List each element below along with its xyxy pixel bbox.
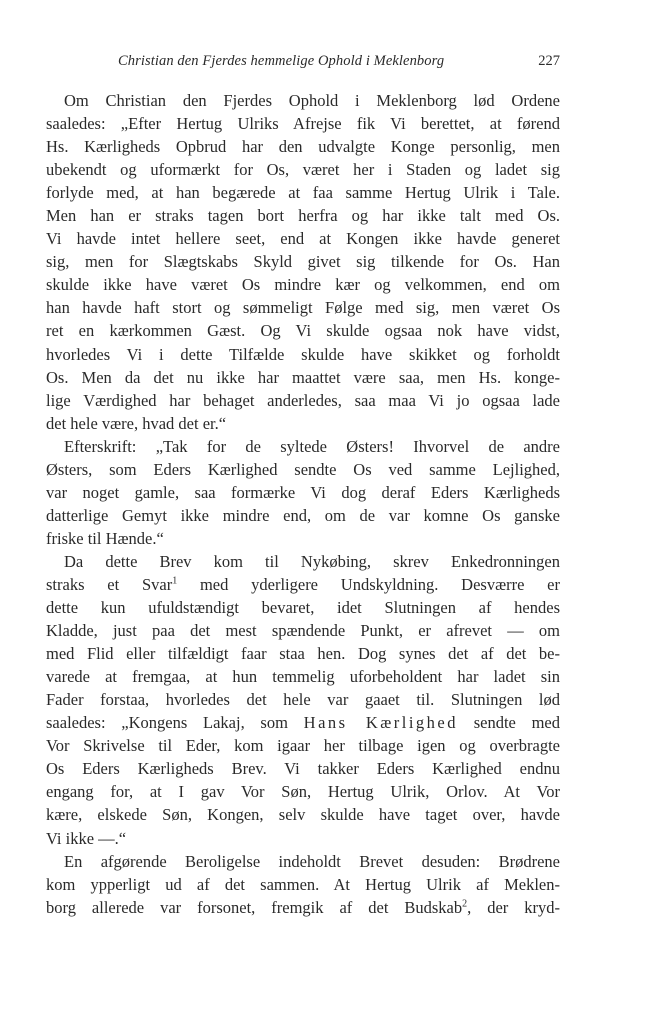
page-number: 227 bbox=[538, 53, 560, 69]
text-line: kom ypperligt ud af det sammen. At Hertug Ulrik af Meklen- bbox=[46, 874, 560, 894]
text-line: engang for, at I gav Vor Søn, Hertug Ulrik, Orlov. At Vor bbox=[46, 782, 560, 802]
text-segment: saaledes: „Kongens Lakaj, som bbox=[46, 713, 304, 733]
text-line: Vi havde intet hellere seet, end at Kongen ikke havde generet bbox=[46, 229, 560, 249]
text-line: saaledes: „Efter Hertug Ulriks Afrejse fik Vi berettet, at førend bbox=[46, 114, 560, 134]
footnote-marker: 2 bbox=[462, 898, 468, 910]
text-segment: Da dette Brev kom til Nykøbing, skrev Enkedronningen bbox=[64, 551, 560, 571]
text-line: ubekendt og uformærkt for Os, været her i Staden og ladet sig bbox=[46, 160, 560, 180]
text-line: Os. Men da det nu ikke har maattet være saa, men Hs. konge- bbox=[46, 367, 560, 387]
text-line: Om Christian den Fjerdes Ophold i Meklenborg lød Ordene bbox=[64, 91, 560, 110]
text-line: forlyde med, at han begærede at faa samme Hertug Ulrik i Tale. bbox=[46, 183, 560, 203]
text-line: lige Værdighed har behaget anderledes, saa maa Vi jo ogsaa lade bbox=[46, 390, 560, 410]
text-line: han havde haft stort og sømmeligt Følge med sig, men været Os bbox=[46, 298, 560, 318]
spaced-text: Hans Kærlighed bbox=[303, 713, 458, 733]
text-segment: , der kryd- bbox=[467, 897, 561, 917]
text-segment: sendte med bbox=[457, 713, 561, 733]
text-line: ret en kærkommen Gæst. Og Vi skulde ogsaa nok have vidst, bbox=[46, 321, 560, 341]
text-line: Os Eders Kærligheds Brev. Vi takker Eders Kærlighed endnu bbox=[46, 759, 560, 779]
text-line: Hs. Kærligheds Opbrud har den udvalgte Konge personlig, men bbox=[46, 137, 560, 157]
text-line: Men han er straks tagen bort herfra og har ikke talt med Os. bbox=[46, 206, 560, 226]
text-segment: med yderligere Undskyldning. Desværre er bbox=[177, 574, 560, 594]
text-line bbox=[46, 573, 560, 596]
paragraph-2 bbox=[46, 435, 560, 550]
text-line: datterlige Gemyt ikke mindre end, om de var komne Os ganske bbox=[46, 505, 560, 525]
text-line bbox=[46, 550, 560, 573]
text-line: Vor Skrivelse til Eder, kom igaar her tilbage igen og overbragte bbox=[46, 736, 560, 756]
text-line: dette kun ufuldstændigt bevaret, idet Slutningen af hendes bbox=[46, 598, 560, 618]
text-line: kære, elskede Søn, Kongen, selv skulde have taget over, havde bbox=[46, 805, 560, 825]
footnote-marker: 1 bbox=[172, 575, 178, 587]
paragraph-4 bbox=[46, 850, 560, 919]
text-line: En afgørende Beroligelse indeholdt Brevet desuden: Brødrene bbox=[64, 851, 560, 871]
text-segment: straks et Svar bbox=[46, 574, 173, 594]
text-segment: borg allerede var forsonet, fremgik af det Budskab bbox=[46, 897, 463, 917]
paragraph-1 bbox=[46, 89, 560, 435]
text-line: skulde ikke have været Os mindre kær og velkommen, end om bbox=[46, 275, 560, 295]
text-line: Kladde, just paa det mest spændende Punkt, er afrevet — om bbox=[46, 621, 560, 641]
text-line bbox=[46, 711, 560, 734]
text-line: sig, men for Slægtskabs Skyld givet sig tilkende for Os. Han bbox=[46, 252, 560, 272]
text-line: Efterskrift: „Tak for de syltede Østers! Ihvorvel de andre bbox=[64, 436, 560, 456]
text-line: varede at fremgaa, at hun temmelig uforbeholdent har ladet sin bbox=[46, 667, 560, 687]
text-line: friske til Hænde.“ bbox=[46, 528, 164, 548]
body-text bbox=[46, 89, 560, 919]
text-line: Østers, som Eders Kærlighed sendte Os ved samme Lejlighed, bbox=[46, 459, 560, 479]
text-line: Vi ikke —.“ bbox=[46, 828, 127, 848]
paragraph-3 bbox=[46, 550, 560, 850]
text-line: det hele være, hvad det er.“ bbox=[46, 413, 227, 433]
text-line: med Flid eller tilfældigt faar staa hen. Dog synes det af det be- bbox=[46, 644, 560, 664]
running-title: Christian den Fjerdes hemmelige Ophold i Meklenborg bbox=[118, 53, 445, 69]
text-line bbox=[46, 896, 560, 919]
text-line: hvorledes Vi i dette Tilfælde skulde have skikket og forholdt bbox=[46, 344, 560, 364]
text-line: var noget gamle, saa formærke Vi dog deraf Eders Kærligheds bbox=[46, 482, 560, 502]
text-line: Fader forstaa, hvorledes det hele var gaaet til. Slutningen lød bbox=[46, 690, 560, 710]
running-head bbox=[118, 50, 560, 72]
